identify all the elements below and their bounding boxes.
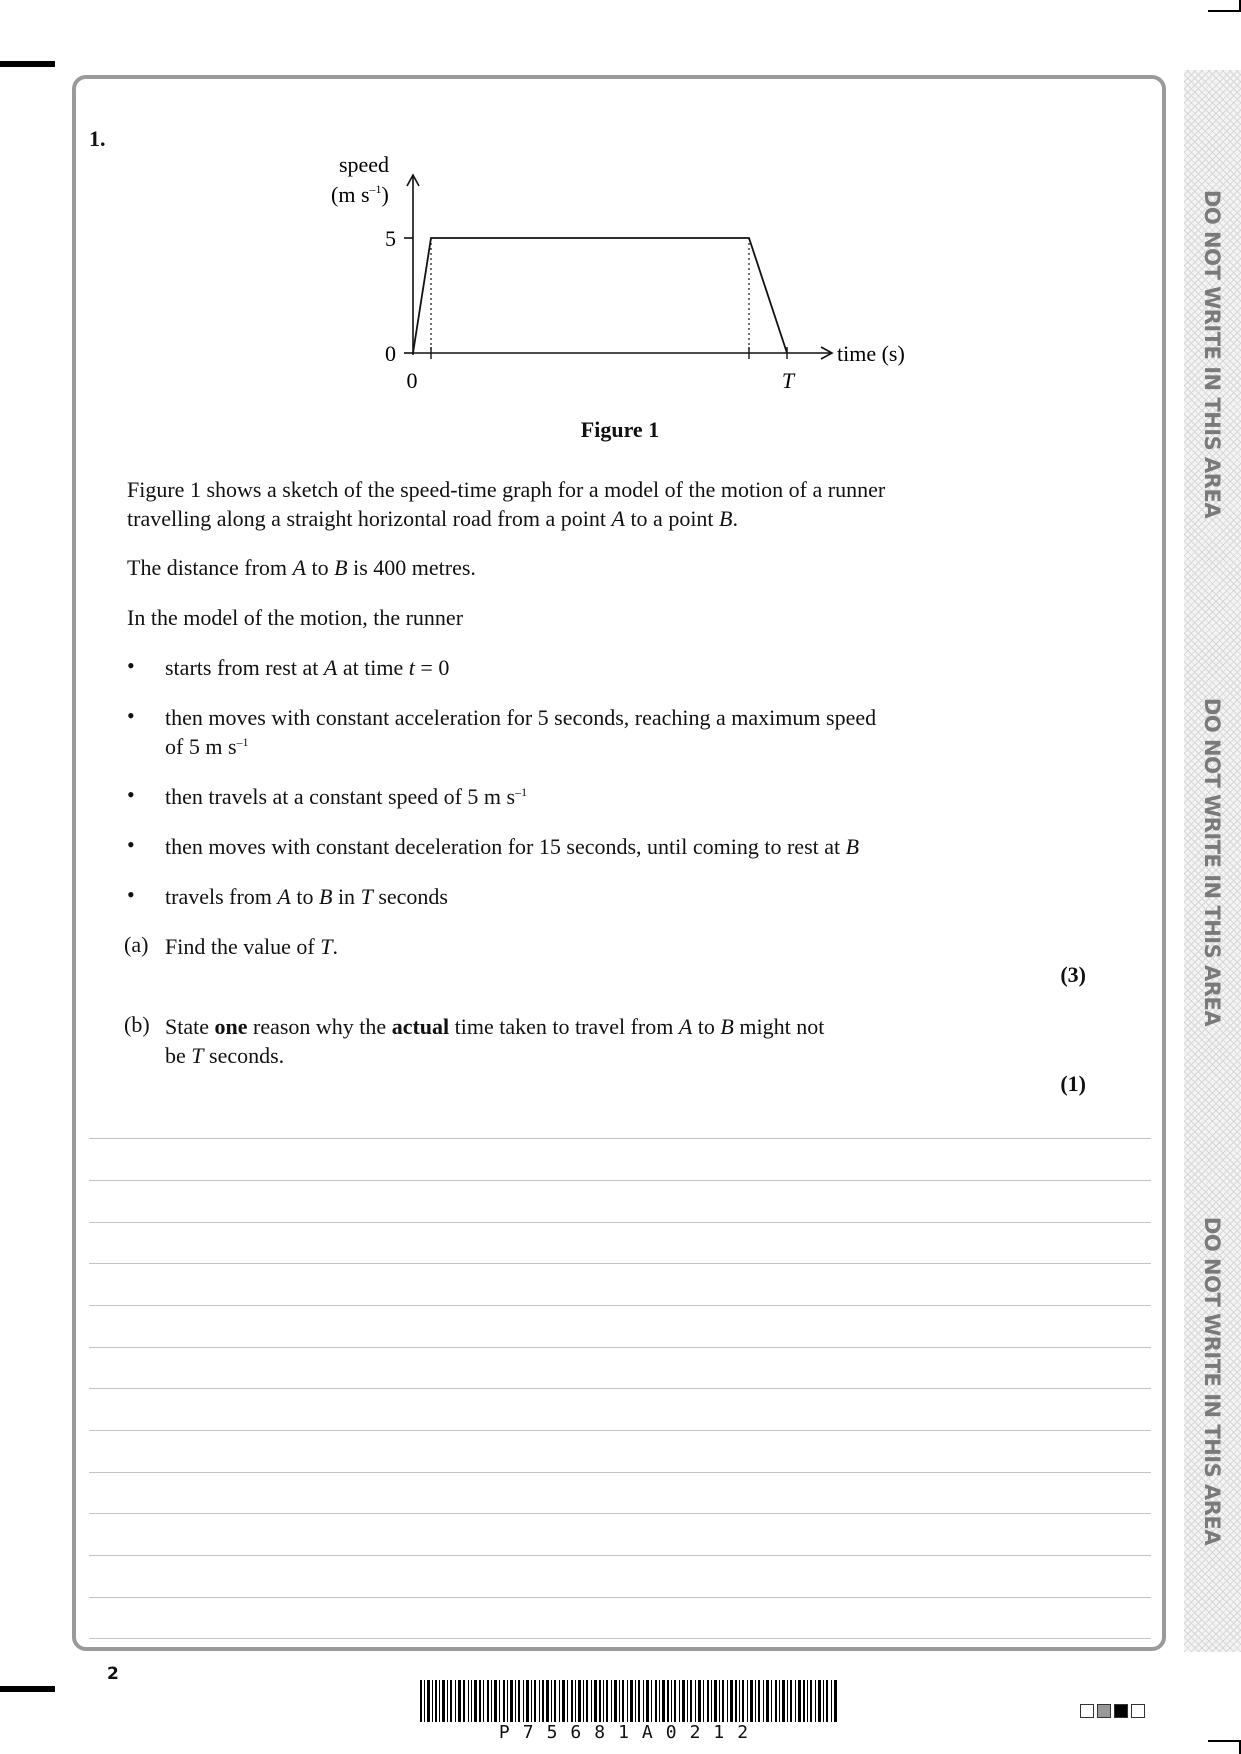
page-number: 2	[107, 1664, 119, 1684]
part-b-label: (b)	[124, 1012, 150, 1037]
bullet-marker-3: •	[127, 782, 135, 807]
intro-line-2: travelling along a straight horizontal road from a point A to a point B.	[127, 506, 738, 531]
bullet-3-text: then travels at a constant speed of 5 m $s^{-1}$	[165, 784, 528, 809]
question-number: 1.	[89, 126, 106, 151]
answer-line[interactable]	[89, 1305, 1151, 1306]
intro-paragraph	[127, 475, 1027, 533]
answer-line[interactable]	[89, 1555, 1151, 1556]
bullet-1-text: starts from rest at A at time t = 0	[165, 655, 450, 680]
y-tick-label-5: 5	[385, 226, 396, 251]
distance-statement: The distance from A to B is 400 metres.	[127, 555, 476, 580]
page-marker-square-2	[1097, 1704, 1111, 1718]
crop-mark-bottom-left	[0, 1686, 55, 1692]
answer-line[interactable]	[89, 1263, 1151, 1264]
x-tick-label-T: T	[781, 368, 795, 393]
bullet-2-text: then moves with constant acceleration for 5 seconds, reaching a maximum speed of 5 m $s^{-1}$	[165, 705, 877, 759]
y-axis-label-line2: (m $s^{-1}$)	[331, 182, 389, 207]
crop-mark-top-right-h	[1208, 10, 1241, 12]
answer-line[interactable]	[89, 1597, 1151, 1598]
bullet-marker-5: •	[127, 882, 135, 907]
bullet-marker-4: •	[127, 832, 135, 857]
answer-line[interactable]	[89, 1347, 1151, 1348]
bullet-5-text: travels from A to B in T seconds	[165, 884, 448, 909]
bullet-marker-1: •	[127, 653, 135, 678]
part-b-marks: (1)	[1060, 1071, 1086, 1096]
bullet-4-text: then moves with constant deceleration for 15 seconds, until coming to rest at B	[165, 834, 860, 859]
speed-time-graph	[300, 145, 940, 405]
x-axis-label: time (s)	[837, 341, 905, 366]
barcode-number: P75681A0212	[498, 1722, 762, 1743]
figure-caption: Figure 1	[580, 417, 660, 442]
barcode-bars	[420, 1680, 840, 1722]
speed-profile-line	[413, 238, 787, 353]
model-intro: In the model of the motion, the runner	[127, 605, 464, 630]
y-tick-label-0: 0	[385, 341, 396, 366]
page-marker-square-1	[1080, 1704, 1094, 1718]
crop-mark-top-left	[0, 61, 55, 67]
answer-line[interactable]	[89, 1388, 1151, 1389]
part-b-text: State one reason why the actual time taken to travel from A to B might not be T seconds.	[165, 1014, 825, 1068]
answer-line[interactable]	[89, 1430, 1151, 1431]
answer-line[interactable]	[89, 1138, 1151, 1139]
answer-line[interactable]	[89, 1513, 1151, 1514]
crop-mark-bottom-right-v	[1239, 1740, 1241, 1754]
y-axis-label-line1: speed	[338, 152, 390, 177]
part-a-text: Find the value of T.	[165, 934, 338, 959]
bullet-marker-2: •	[127, 703, 135, 728]
answer-line[interactable]	[89, 1472, 1151, 1473]
answer-line[interactable]	[89, 1180, 1151, 1181]
part-a-label: (a)	[124, 932, 149, 957]
intro-line-1: Figure 1 shows a sketch of the speed-time graph for a model of the motion of a runner	[127, 477, 886, 502]
crop-mark-bottom-right-h	[1208, 1740, 1241, 1742]
x-tick-label-0: 0	[406, 368, 418, 393]
answer-line[interactable]	[89, 1222, 1151, 1223]
crop-mark-top-right-v	[1239, 0, 1241, 11]
page-marker-square-3	[1114, 1704, 1128, 1718]
barcode	[420, 1680, 840, 1745]
page-marker-square-4	[1131, 1704, 1145, 1718]
answer-line[interactable]	[89, 1638, 1151, 1639]
part-a-marks: (3)	[1060, 962, 1086, 987]
